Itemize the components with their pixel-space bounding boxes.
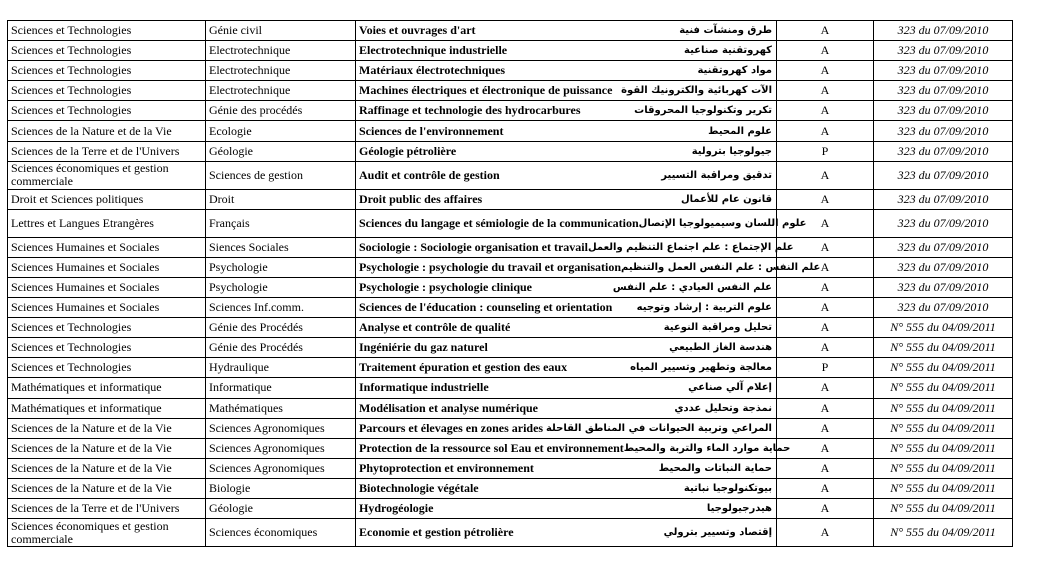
specialty-fr: Biotechnologie végétale bbox=[359, 480, 479, 495]
specialty-ar: المراعي وتربية الحيوانات في المناطق القاحلة bbox=[545, 422, 772, 434]
table-row bbox=[8, 338, 1013, 358]
field-cell: Sciences Inf.comm. bbox=[206, 298, 356, 318]
reference-cell: N° 555 du 04/09/2011 bbox=[874, 398, 1013, 418]
specialty-fr: Psychologie : psychologie du travail et organisation bbox=[359, 259, 621, 274]
specialty-fr: Géologie pétrolière bbox=[359, 143, 457, 158]
table-row bbox=[8, 458, 1013, 478]
table-row bbox=[8, 209, 1013, 237]
domain-cell: Sciences de la Terre et de l'Univers bbox=[8, 141, 206, 161]
table-row bbox=[8, 121, 1013, 141]
reference-cell: 323 du 07/09/2010 bbox=[874, 209, 1013, 237]
specialty-fr: Ingéniérie du gaz naturel bbox=[359, 340, 488, 355]
specialty-fr: Machines électriques et électronique de puissance bbox=[359, 83, 613, 98]
field-cell: Sciences Agronomiques bbox=[206, 438, 356, 458]
specialty-cell bbox=[356, 498, 777, 518]
field-cell: Electrotechnique bbox=[206, 41, 356, 61]
specialty-ar: تدقيق ومراقبة التسيير bbox=[661, 169, 772, 181]
specialty-cell bbox=[356, 21, 777, 41]
specialty-ar: علوم المحيط bbox=[708, 125, 772, 137]
domain-cell: Droit et Sciences politiques bbox=[8, 189, 206, 209]
reference-cell: 323 du 07/09/2010 bbox=[874, 81, 1013, 101]
grade-cell: A bbox=[777, 101, 874, 121]
table-row bbox=[8, 81, 1013, 101]
specialty-ar: علوم التربية : إرشاد وتوجيه bbox=[636, 302, 772, 314]
table-row bbox=[8, 498, 1013, 518]
table-row bbox=[8, 418, 1013, 438]
table-row bbox=[8, 519, 1013, 547]
domain-cell: Sciences et Technologies bbox=[8, 358, 206, 378]
specialty-cell bbox=[356, 478, 777, 498]
table-row bbox=[8, 189, 1013, 209]
specialty-ar: الآت كهربائية والكترونيك القوة bbox=[621, 85, 772, 97]
domain-cell: Sciences Humaines et Sociales bbox=[8, 257, 206, 277]
table-row bbox=[8, 378, 1013, 398]
specialty-fr: Analyse et contrôle de qualité bbox=[359, 320, 511, 335]
field-cell: Hydraulique bbox=[206, 358, 356, 378]
grade-cell: P bbox=[777, 141, 874, 161]
field-cell: Informatique bbox=[206, 378, 356, 398]
specialty-cell bbox=[356, 378, 777, 398]
reference-cell: 323 du 07/09/2010 bbox=[874, 21, 1013, 41]
field-cell: Génie des Procédés bbox=[206, 318, 356, 338]
specialty-ar: معالجة وتطهير وتسيير المياه bbox=[630, 362, 772, 374]
grade-cell: A bbox=[777, 121, 874, 141]
domain-cell: Sciences de la Nature et de la Vie bbox=[8, 478, 206, 498]
specialty-fr: Electrotechnique industrielle bbox=[359, 43, 508, 58]
domain-cell: Sciences Humaines et Sociales bbox=[8, 298, 206, 318]
specialty-cell bbox=[356, 189, 777, 209]
domain-cell: Sciences et Technologies bbox=[8, 318, 206, 338]
reference-cell: 323 du 07/09/2010 bbox=[874, 121, 1013, 141]
grade-cell: A bbox=[777, 478, 874, 498]
field-cell: Siences Sociales bbox=[206, 237, 356, 257]
reference-cell: N° 555 du 04/09/2011 bbox=[874, 478, 1013, 498]
specialty-fr: Traitement épuration et gestion des eaux bbox=[359, 360, 568, 375]
domain-cell: Sciences et Technologies bbox=[8, 101, 206, 121]
specialty-fr: Protection de la ressource sol Eau et environnement bbox=[359, 440, 624, 455]
grade-cell: A bbox=[777, 189, 874, 209]
grade-cell: A bbox=[777, 298, 874, 318]
specialty-ar: هندسة الغاز الطبيعي bbox=[669, 342, 772, 354]
specialty-fr: Economie et gestion pétrolière bbox=[359, 525, 514, 540]
specialty-fr: Droit public des affaires bbox=[359, 191, 483, 206]
grade-cell: A bbox=[777, 237, 874, 257]
grade-cell: A bbox=[777, 519, 874, 547]
specialty-cell bbox=[356, 277, 777, 297]
specialty-cell bbox=[356, 519, 777, 547]
field-cell: Français bbox=[206, 209, 356, 237]
reference-cell: N° 555 du 04/09/2011 bbox=[874, 498, 1013, 518]
specialty-fr: Sociologie : Sociologie organisation et travail bbox=[359, 239, 588, 254]
specialty-ar: علوم اللسان وسيميولوجيا الإتصال bbox=[638, 217, 807, 229]
grade-cell: A bbox=[777, 318, 874, 338]
domain-cell: Sciences et Technologies bbox=[8, 338, 206, 358]
grade-cell: A bbox=[777, 338, 874, 358]
specialty-ar: علم النفس العيادي : علم النفس bbox=[612, 281, 772, 293]
specialty-cell bbox=[356, 298, 777, 318]
reference-cell: 323 du 07/09/2010 bbox=[874, 257, 1013, 277]
reference-cell: N° 555 du 04/09/2011 bbox=[874, 418, 1013, 438]
table-row bbox=[8, 161, 1013, 189]
grade-cell: A bbox=[777, 41, 874, 61]
field-cell: Psychologie bbox=[206, 257, 356, 277]
table-row bbox=[8, 358, 1013, 378]
specialty-ar: طرق ومنشآت فنية bbox=[679, 25, 772, 37]
specialty-cell bbox=[356, 121, 777, 141]
domain-cell: Sciences de la Nature et de la Vie bbox=[8, 418, 206, 438]
table-row bbox=[8, 101, 1013, 121]
specialty-ar: إعلام آلي صناعي bbox=[688, 382, 772, 394]
field-cell: Sciences Agronomiques bbox=[206, 418, 356, 438]
grade-cell: A bbox=[777, 378, 874, 398]
grade-cell: A bbox=[777, 257, 874, 277]
reference-cell: N° 555 du 04/09/2011 bbox=[874, 378, 1013, 398]
specialties-table bbox=[7, 20, 1013, 547]
specialty-cell bbox=[356, 438, 791, 458]
specialty-ar: حماية النباتات والمحيط bbox=[658, 462, 772, 474]
reference-cell: 323 du 07/09/2010 bbox=[874, 237, 1013, 257]
domain-cell: Sciences de la Nature et de la Vie bbox=[8, 458, 206, 478]
specialty-ar: جيولوجيا بترولية bbox=[691, 145, 772, 157]
specialty-cell bbox=[356, 237, 794, 257]
table-row bbox=[8, 478, 1013, 498]
domain-cell: Lettres et Langues Etrangères bbox=[8, 209, 206, 237]
specialty-fr: Sciences du langage et sémiologie de la communication bbox=[359, 215, 639, 230]
grade-cell: A bbox=[777, 209, 874, 237]
specialty-cell bbox=[356, 209, 807, 237]
specialty-ar: علم الإجتماع : علم اجتماع التنظيم والعمل bbox=[587, 241, 794, 253]
specialty-ar: تحليل ومراقبة النوعية bbox=[663, 322, 772, 334]
specialty-fr: Sciences de l'environnement bbox=[359, 123, 504, 138]
field-cell: Biologie bbox=[206, 478, 356, 498]
reference-cell: N° 555 du 04/09/2011 bbox=[874, 358, 1013, 378]
grade-cell: A bbox=[777, 277, 874, 297]
grade-cell: A bbox=[777, 398, 874, 418]
field-cell: Mathématiques bbox=[206, 398, 356, 418]
domain-cell: Sciences et Technologies bbox=[8, 61, 206, 81]
specialty-cell bbox=[356, 458, 777, 478]
specialty-ar: نمذجة وتحليل عددي bbox=[674, 402, 772, 414]
specialty-ar: هيدرجيولوجيا bbox=[706, 503, 772, 515]
specialty-fr: Modélisation et analyse numérique bbox=[359, 400, 538, 415]
reference-cell: 323 du 07/09/2010 bbox=[874, 101, 1013, 121]
domain-cell: Sciences économiques et gestion commerciale bbox=[8, 519, 206, 547]
domain-cell: Sciences Humaines et Sociales bbox=[8, 237, 206, 257]
reference-cell: 323 du 07/09/2010 bbox=[874, 298, 1013, 318]
specialty-ar: قانون عام للأعمال bbox=[680, 193, 772, 205]
field-cell: Génie des Procédés bbox=[206, 338, 356, 358]
grade-cell: A bbox=[777, 498, 874, 518]
reference-cell: 323 du 07/09/2010 bbox=[874, 161, 1013, 189]
domain-cell: Sciences de la Terre et de l'Univers bbox=[8, 498, 206, 518]
specialty-fr: Voies et ouvrages d'art bbox=[359, 23, 476, 38]
specialty-cell bbox=[356, 338, 777, 358]
specialty-ar: علم النفس : علم النفس العمل والتنظيم bbox=[621, 261, 821, 273]
specialty-cell bbox=[356, 318, 777, 338]
specialty-fr: Audit et contrôle de gestion bbox=[359, 167, 500, 182]
specialty-fr: Informatique industrielle bbox=[359, 380, 489, 395]
specialty-fr: Sciences de l'éducation : counseling et orientation bbox=[359, 300, 613, 315]
domain-cell: Sciences économiques et gestion commerciale bbox=[8, 161, 206, 189]
reference-cell: 323 du 07/09/2010 bbox=[874, 61, 1013, 81]
field-cell: Sciences Agronomiques bbox=[206, 458, 356, 478]
domain-cell: Mathématiques et informatique bbox=[8, 378, 206, 398]
table-body bbox=[8, 21, 1013, 547]
table-row bbox=[8, 237, 1013, 257]
domain-cell: Sciences de la Nature et de la Vie bbox=[8, 121, 206, 141]
reference-cell: N° 555 du 04/09/2011 bbox=[874, 338, 1013, 358]
specialty-fr: Raffinage et technologie des hydrocarbures bbox=[359, 103, 581, 118]
field-cell: Droit bbox=[206, 189, 356, 209]
specialty-fr: Hydrogéologie bbox=[359, 501, 434, 516]
reference-cell: 323 du 07/09/2010 bbox=[874, 277, 1013, 297]
domain-cell: Sciences et Technologies bbox=[8, 21, 206, 41]
grade-cell: P bbox=[777, 358, 874, 378]
specialty-cell bbox=[356, 41, 777, 61]
field-cell: Electrotechnique bbox=[206, 81, 356, 101]
specialty-fr: Psychologie : psychologie clinique bbox=[359, 279, 533, 294]
specialty-fr: Matériaux électrotechniques bbox=[359, 63, 506, 78]
table-row bbox=[8, 298, 1013, 318]
specialty-cell bbox=[356, 81, 777, 101]
specialty-ar: كهروتقنية صناعية bbox=[684, 45, 772, 57]
table-row bbox=[8, 318, 1013, 338]
field-cell: Electrotechnique bbox=[206, 61, 356, 81]
grade-cell: A bbox=[777, 418, 874, 438]
table-row bbox=[8, 398, 1013, 418]
domain-cell: Sciences Humaines et Sociales bbox=[8, 277, 206, 297]
table-row bbox=[8, 257, 1013, 277]
field-cell: Sciences économiques bbox=[206, 519, 356, 547]
reference-cell: N° 555 du 04/09/2011 bbox=[874, 318, 1013, 338]
specialty-cell bbox=[356, 398, 777, 418]
field-cell: Psychologie bbox=[206, 277, 356, 297]
table-row bbox=[8, 438, 1013, 458]
grade-cell: A bbox=[777, 21, 874, 41]
specialty-cell bbox=[356, 61, 777, 81]
specialty-ar: بيوتكنولوجيا نباتية bbox=[683, 482, 772, 494]
table-row bbox=[8, 61, 1013, 81]
specialty-fr: Phytoprotection et environnement bbox=[359, 460, 534, 475]
field-cell: Géologie bbox=[206, 141, 356, 161]
grade-cell: A bbox=[777, 161, 874, 189]
specialty-ar: حماية موارد الماء والتربة والمحيط bbox=[623, 442, 791, 454]
domain-cell: Sciences et Technologies bbox=[8, 41, 206, 61]
specialty-cell bbox=[356, 257, 821, 277]
grade-cell: A bbox=[777, 458, 874, 478]
field-cell: Géologie bbox=[206, 498, 356, 518]
grade-cell: A bbox=[777, 438, 874, 458]
field-cell: Ecologie bbox=[206, 121, 356, 141]
specialty-fr: Parcours et élevages en zones arides bbox=[359, 420, 544, 435]
reference-cell: N° 555 du 04/09/2011 bbox=[874, 438, 1013, 458]
specialty-cell bbox=[356, 161, 777, 189]
specialty-ar: تكرير وتكنولوجيا المحروقات bbox=[634, 105, 772, 117]
reference-cell: 323 du 07/09/2010 bbox=[874, 189, 1013, 209]
field-cell: Sciences de gestion bbox=[206, 161, 356, 189]
field-cell: Génie civil bbox=[206, 21, 356, 41]
table-row bbox=[8, 21, 1013, 41]
specialty-ar: مواد كهروتقنية bbox=[697, 65, 772, 77]
table-row bbox=[8, 41, 1013, 61]
domain-cell: Sciences de la Nature et de la Vie bbox=[8, 438, 206, 458]
table-row bbox=[8, 141, 1013, 161]
grade-cell: A bbox=[777, 81, 874, 101]
specialty-cell bbox=[356, 141, 777, 161]
grade-cell: A bbox=[777, 61, 874, 81]
table-row bbox=[8, 277, 1013, 297]
domain-cell: Sciences et Technologies bbox=[8, 81, 206, 101]
reference-cell: N° 555 du 04/09/2011 bbox=[874, 458, 1013, 478]
reference-cell: 323 du 07/09/2010 bbox=[874, 141, 1013, 161]
specialty-ar: إقتصاد وتسيير بترولي bbox=[663, 527, 772, 539]
field-cell: Génie des procédés bbox=[206, 101, 356, 121]
specialty-cell bbox=[356, 418, 777, 438]
specialty-cell bbox=[356, 101, 777, 121]
specialty-cell bbox=[356, 358, 777, 378]
domain-cell: Mathématiques et informatique bbox=[8, 398, 206, 418]
reference-cell: N° 555 du 04/09/2011 bbox=[874, 519, 1013, 547]
reference-cell: 323 du 07/09/2010 bbox=[874, 41, 1013, 61]
